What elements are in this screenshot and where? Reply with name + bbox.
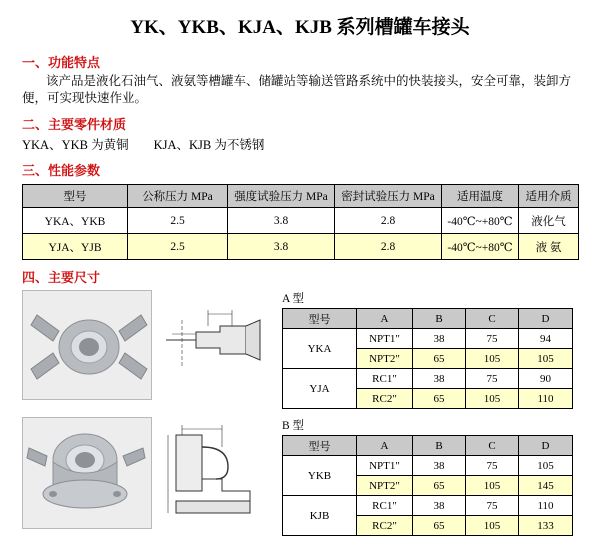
column-header: 适用介质 bbox=[519, 185, 579, 208]
cell-seal-pressure: 2.8 bbox=[335, 208, 442, 234]
table-row bbox=[283, 496, 573, 516]
line-drawing-b bbox=[162, 417, 270, 525]
cell-d: 110 bbox=[519, 496, 573, 516]
cell-a: RC1" bbox=[357, 369, 413, 389]
type-label-b: B 型 bbox=[282, 420, 305, 432]
cell-a: NPT1" bbox=[357, 329, 413, 349]
cell-temperature: -40℃~+80℃ bbox=[442, 208, 519, 234]
cell-temperature: -40℃~+80℃ bbox=[442, 234, 519, 260]
dimension-table-b-wrap bbox=[282, 417, 573, 536]
technical-drawing-b bbox=[162, 417, 270, 525]
cell-c: 105 bbox=[466, 389, 519, 409]
column-header: 型号 bbox=[283, 436, 357, 456]
cell-b: 38 bbox=[413, 496, 466, 516]
type-label-a: A 型 bbox=[282, 293, 305, 305]
cell-b: 38 bbox=[413, 456, 466, 476]
column-header: 适用温度 bbox=[442, 185, 519, 208]
cell-c: 75 bbox=[466, 496, 519, 516]
table-header-row bbox=[283, 436, 573, 456]
cell-b: 38 bbox=[413, 329, 466, 349]
performance-table bbox=[22, 184, 579, 260]
dimension-table-b bbox=[282, 435, 573, 536]
cell-strength-pressure: 3.8 bbox=[228, 208, 335, 234]
column-header: D bbox=[519, 436, 573, 456]
cell-d: 90 bbox=[519, 369, 573, 389]
cell-model: YJA bbox=[283, 369, 357, 409]
technical-drawing-a bbox=[162, 290, 270, 398]
cell-b: 65 bbox=[413, 516, 466, 536]
cell-b: 38 bbox=[413, 369, 466, 389]
features-body: 该产品是液化石油气、液氨等槽罐车、储罐站等输送管路系统中的快装接头，安全可靠，装卸方便，可实现快速作业。 bbox=[22, 74, 572, 105]
column-header: 公称压力 MPa bbox=[128, 185, 228, 208]
cell-seal-pressure: 2.8 bbox=[335, 234, 442, 260]
column-header: D bbox=[519, 309, 573, 329]
cell-c: 105 bbox=[466, 516, 519, 536]
section-heading-dimensions: 四、主要尺寸 bbox=[22, 270, 101, 285]
column-header: C bbox=[466, 309, 519, 329]
column-header: A bbox=[357, 309, 413, 329]
cell-c: 75 bbox=[466, 369, 519, 389]
product-photo-a bbox=[22, 290, 152, 400]
column-header: 型号 bbox=[283, 309, 357, 329]
column-header: B bbox=[413, 436, 466, 456]
cell-a: NPT2" bbox=[357, 349, 413, 369]
column-header: 强度试验压力 MPa bbox=[228, 185, 335, 208]
cell-strength-pressure: 3.8 bbox=[228, 234, 335, 260]
cell-d: 133 bbox=[519, 516, 573, 536]
table-row bbox=[283, 369, 573, 389]
table-header-row bbox=[283, 309, 573, 329]
table-row bbox=[283, 329, 573, 349]
cell-model: KJB bbox=[283, 496, 357, 536]
cell-c: 75 bbox=[466, 456, 519, 476]
product-photo-b bbox=[22, 417, 152, 529]
cell-d: 94 bbox=[519, 329, 573, 349]
column-header: C bbox=[466, 436, 519, 456]
section-heading-features: 一、功能特点 bbox=[22, 55, 101, 70]
column-header: 密封试验压力 MPa bbox=[335, 185, 442, 208]
cell-a: RC2" bbox=[357, 389, 413, 409]
cell-c: 75 bbox=[466, 329, 519, 349]
cell-b: 65 bbox=[413, 349, 466, 369]
cell-d: 145 bbox=[519, 476, 573, 496]
cell-nominal-pressure: 2.5 bbox=[128, 234, 228, 260]
cell-d: 105 bbox=[519, 349, 573, 369]
cell-model: YKA bbox=[283, 329, 357, 369]
material-body: YKA、YKB 为黄铜 KJA、KJB 为不锈钢 bbox=[22, 138, 265, 152]
page-title: YK、YKB、KJA、KJB 系列槽罐车接头 bbox=[130, 17, 470, 38]
cell-d: 110 bbox=[519, 389, 573, 409]
cell-a: NPT2" bbox=[357, 476, 413, 496]
line-drawing-a bbox=[162, 290, 270, 398]
cell-a: RC1" bbox=[357, 496, 413, 516]
cell-model: YKB bbox=[283, 456, 357, 496]
cell-model: YKA、YKB bbox=[23, 208, 128, 234]
cell-model: YJA、YJB bbox=[23, 234, 128, 260]
dimension-table-a-wrap bbox=[282, 290, 573, 409]
cell-c: 105 bbox=[466, 476, 519, 496]
cell-medium: 液化气 bbox=[519, 208, 579, 234]
cell-b: 65 bbox=[413, 476, 466, 496]
column-header: 型号 bbox=[23, 185, 128, 208]
section-heading-performance: 三、性能参数 bbox=[22, 163, 101, 178]
table-row bbox=[23, 234, 579, 260]
cell-b: 65 bbox=[413, 389, 466, 409]
flange-photo-illustration bbox=[23, 418, 151, 528]
cell-medium: 液 氨 bbox=[519, 234, 579, 260]
cell-a: RC2" bbox=[357, 516, 413, 536]
table-header-row bbox=[23, 185, 579, 208]
coupling-photo-illustration bbox=[23, 291, 151, 399]
cell-c: 105 bbox=[466, 349, 519, 369]
column-header: B bbox=[413, 309, 466, 329]
dimension-table-a bbox=[282, 308, 573, 409]
cell-a: NPT1" bbox=[357, 456, 413, 476]
dimension-block-b bbox=[22, 417, 600, 536]
column-header: A bbox=[357, 436, 413, 456]
dimension-block-a bbox=[22, 290, 600, 409]
table-row bbox=[283, 456, 573, 476]
cell-d: 105 bbox=[519, 456, 573, 476]
table-row bbox=[23, 208, 579, 234]
section-heading-material: 二、主要零件材质 bbox=[22, 117, 127, 132]
cell-nominal-pressure: 2.5 bbox=[128, 208, 228, 234]
